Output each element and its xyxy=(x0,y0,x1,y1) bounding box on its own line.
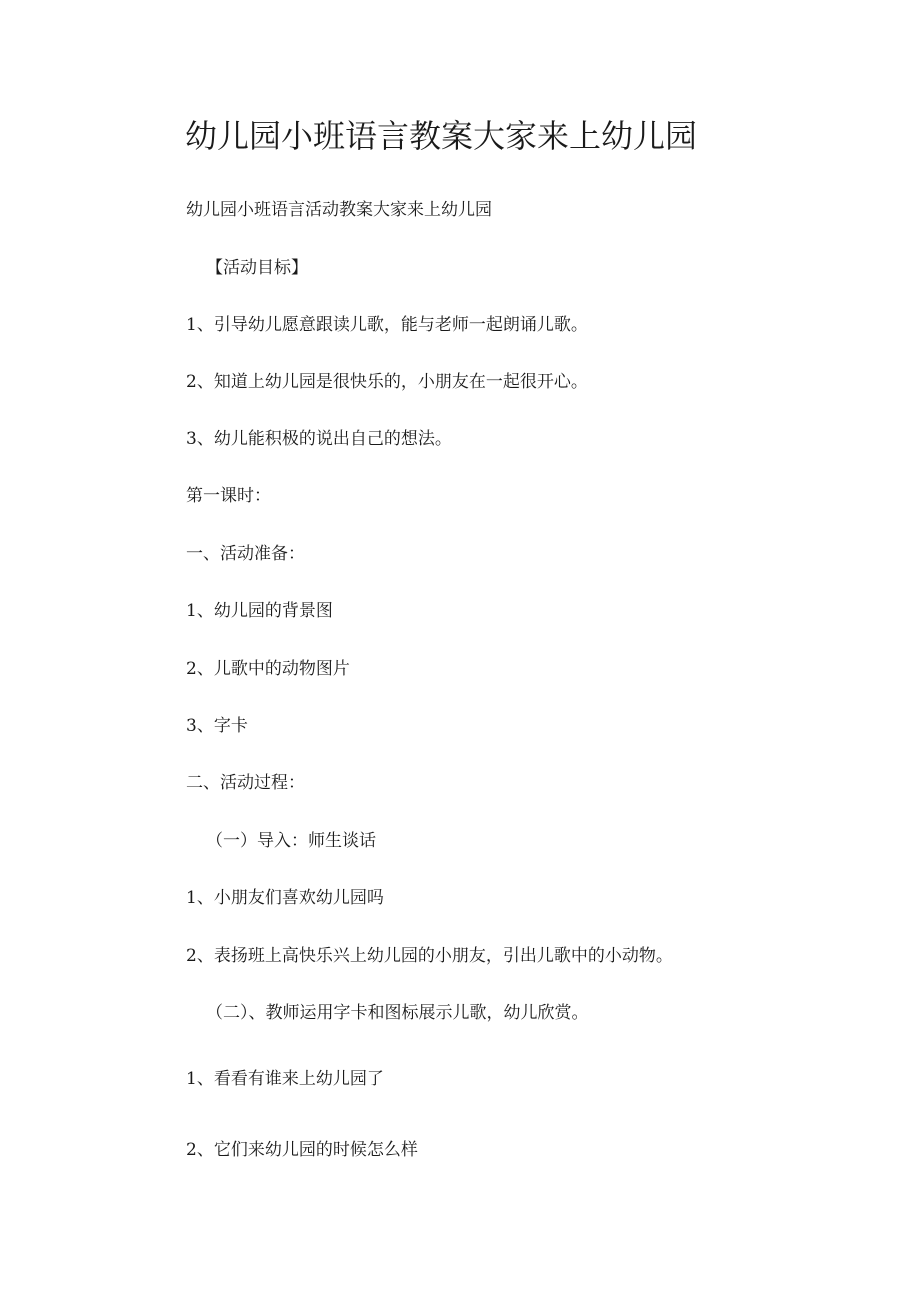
step-two-heading: （二）、教师运用字卡和图标展示儿歌，幼儿欣赏。 xyxy=(206,1003,589,1023)
step-one-item: 1、小朋友们喜欢幼儿园吗 xyxy=(186,888,384,908)
lesson-heading: 第一课时： xyxy=(186,486,271,506)
prep-heading: 一、活动准备： xyxy=(186,544,305,564)
goal-item: 2、知道上幼儿园是很快乐的，小朋友在一起很开心。 xyxy=(186,372,588,392)
goal-item: 1、引导幼儿愿意跟读儿歌，能与老师一起朗诵儿歌。 xyxy=(186,315,588,335)
prep-item: 2、儿歌中的动物图片 xyxy=(186,659,350,679)
document-subtitle: 幼儿园小班语言活动教案大家来上幼儿园 xyxy=(186,200,492,220)
section-heading-goals: 【活动目标】 xyxy=(206,258,308,278)
step-two-item: 1、看看有谁来上幼儿园了 xyxy=(186,1069,384,1089)
prep-item: 1、幼儿园的背景图 xyxy=(186,601,333,621)
step-one-heading: （一）导入：师生谈话 xyxy=(206,831,376,851)
prep-item: 3、字卡 xyxy=(186,716,248,736)
goal-item: 3、幼儿能积极的说出自己的想法。 xyxy=(186,429,452,449)
process-heading: 二、活动过程： xyxy=(186,773,305,793)
step-one-item: 2、表扬班上高快乐兴上幼儿园的小朋友，引出儿歌中的小动物。 xyxy=(186,946,673,966)
document-title: 幼儿园小班语言教案大家来上幼儿园 xyxy=(185,117,698,155)
step-two-item: 2、它们来幼儿园的时候怎么样 xyxy=(186,1140,418,1160)
